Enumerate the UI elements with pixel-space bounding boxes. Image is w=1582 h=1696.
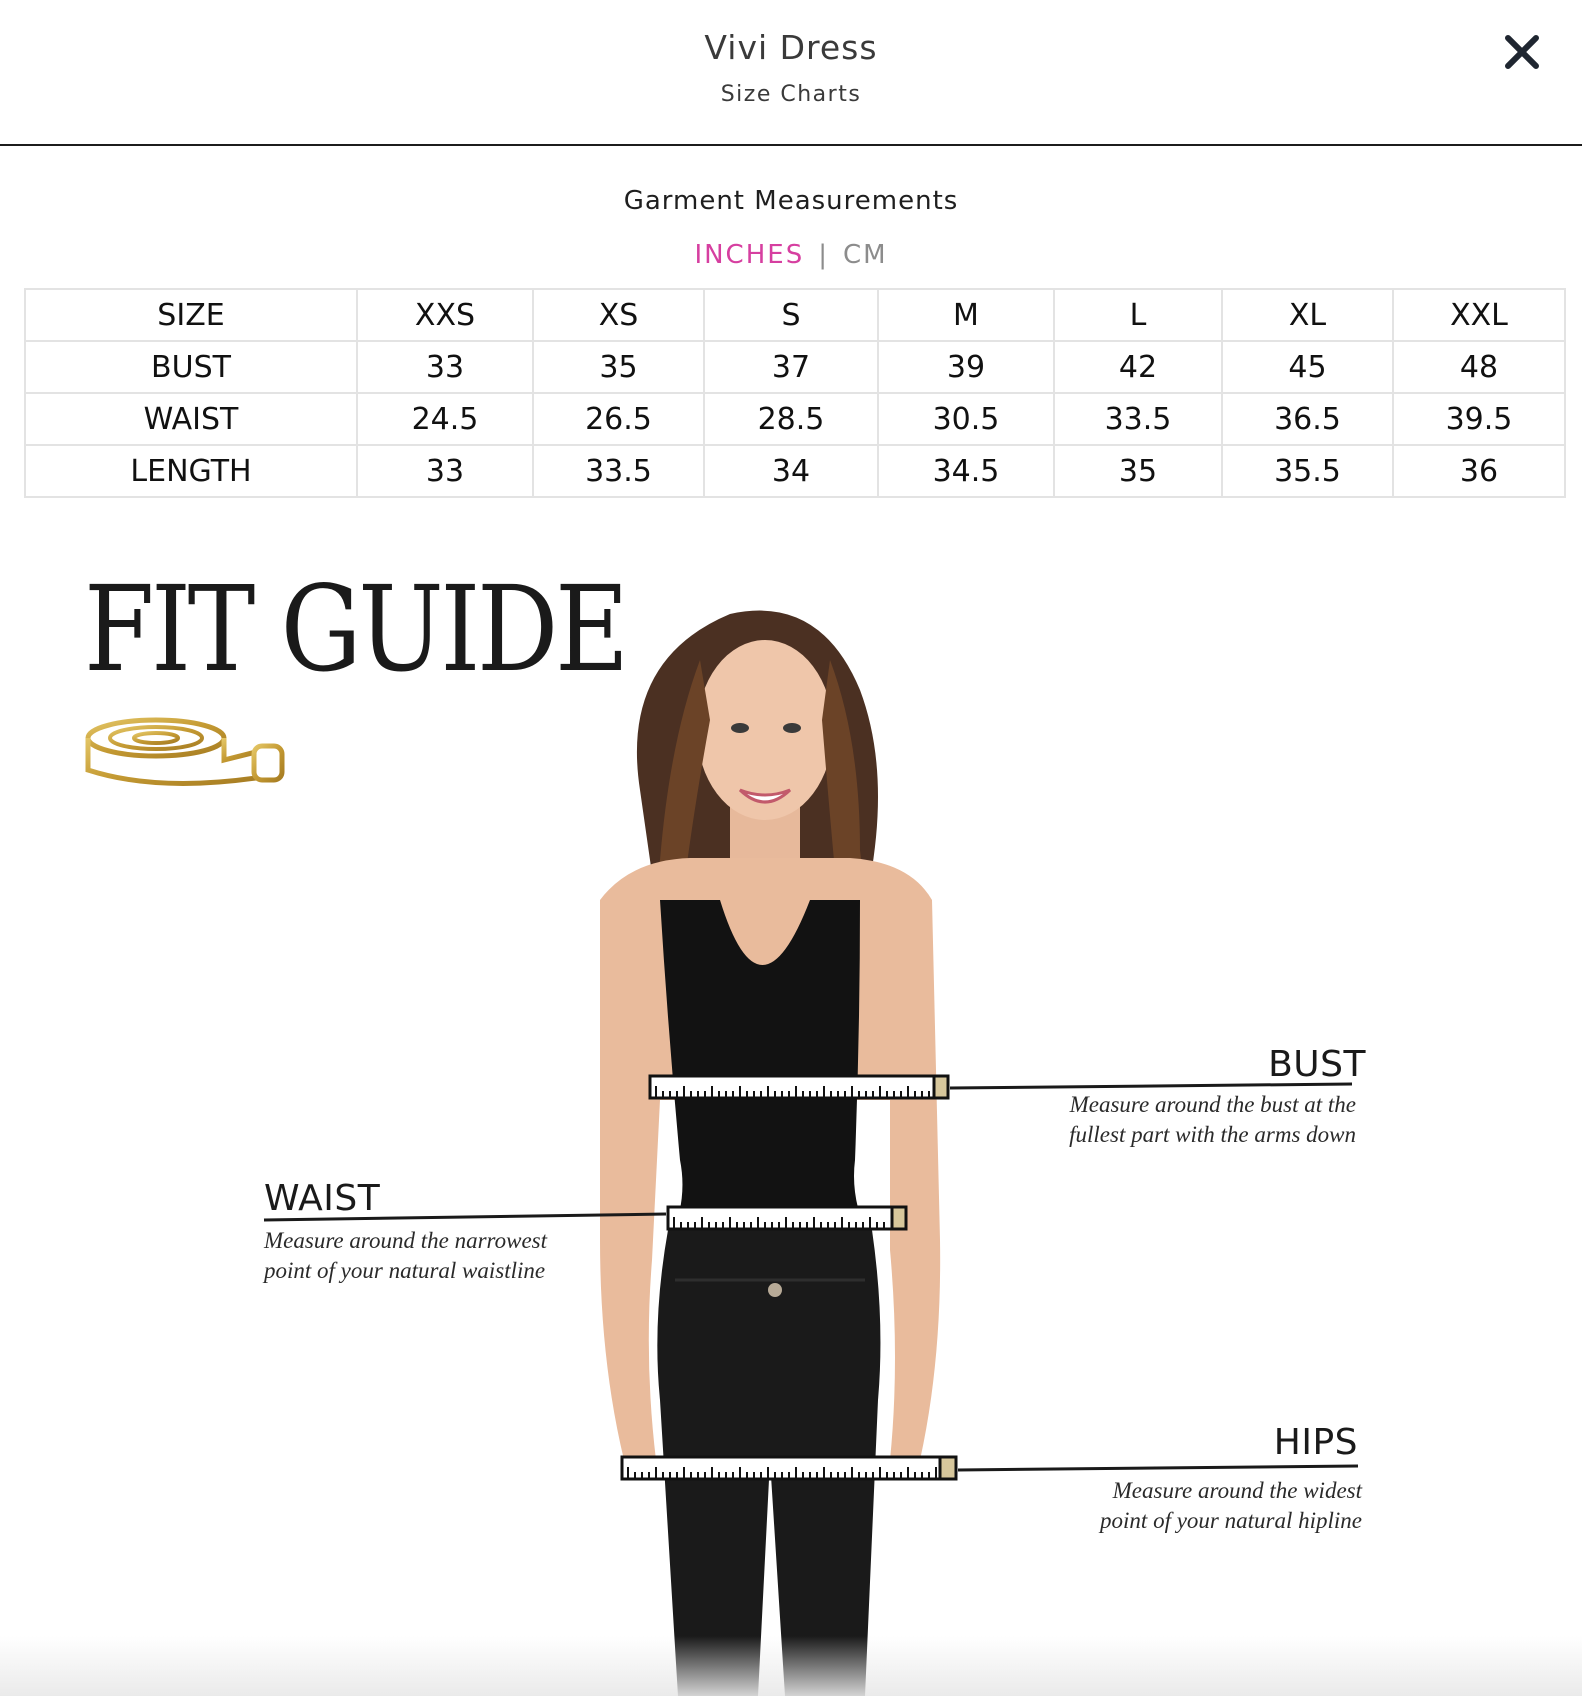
table-cell: 30.5 xyxy=(878,393,1054,445)
table-cell: M xyxy=(878,289,1054,341)
waist-label: WAIST xyxy=(264,1178,381,1219)
table-cell: 45 xyxy=(1222,341,1393,393)
table-cell: 33 xyxy=(357,445,533,497)
table-cell: 48 xyxy=(1393,341,1565,393)
modal-title: Vivi Dress xyxy=(704,28,878,67)
modal-subtitle: Size Charts xyxy=(720,82,862,107)
table-cell: 24.5 xyxy=(357,393,533,445)
table-cell: XL xyxy=(1222,289,1393,341)
table-row-label: SIZE xyxy=(25,289,357,341)
waist-desc-line1: Measure around the narrowest xyxy=(264,1228,548,1253)
table-cell: 39.5 xyxy=(1393,393,1565,445)
waist-description xyxy=(264,1226,547,1286)
table-cell: 36 xyxy=(1393,445,1565,497)
table-cell: 34 xyxy=(704,445,878,497)
table-cell: S xyxy=(704,289,878,341)
hips-desc-line1: Measure around the widest xyxy=(1112,1478,1362,1503)
table-cell: 26.5 xyxy=(533,393,704,445)
table-row-label: WAIST xyxy=(25,393,357,445)
table-cell: XS xyxy=(533,289,704,341)
table-cell: 39 xyxy=(878,341,1054,393)
bottom-fade xyxy=(0,1636,1582,1696)
table-cell: 28.5 xyxy=(704,393,878,445)
fit-guide-title: FIT GUIDE xyxy=(84,560,626,698)
waist-desc-line2: point of your natural waistline xyxy=(264,1258,546,1283)
unit-inches-tab[interactable]: INCHES xyxy=(694,240,805,270)
table-cell: XXL xyxy=(1393,289,1565,341)
table-cell: 33 xyxy=(357,341,533,393)
table-cell: 34.5 xyxy=(878,445,1054,497)
bust-description xyxy=(1069,1090,1356,1150)
table-row-label: LENGTH xyxy=(25,445,357,497)
hips-desc-line2: point of your natural hipline xyxy=(1100,1508,1362,1533)
table-cell: XXS xyxy=(357,289,533,341)
hips-description xyxy=(1100,1476,1362,1536)
measurements-title: Garment Measurements xyxy=(623,186,959,216)
hips-label: HIPS xyxy=(1273,1422,1358,1463)
bust-desc-line2: fullest part with the arms down xyxy=(1069,1122,1356,1147)
table-cell: 37 xyxy=(704,341,878,393)
table-cell: L xyxy=(1054,289,1222,341)
bust-label: BUST xyxy=(1268,1044,1366,1085)
table-cell: 36.5 xyxy=(1222,393,1393,445)
table-cell: 35 xyxy=(1054,445,1222,497)
unit-cm-tab[interactable]: CM xyxy=(842,240,888,270)
table-cell: 42 xyxy=(1054,341,1222,393)
table-row-label: BUST xyxy=(25,341,357,393)
table-cell: 33.5 xyxy=(533,445,704,497)
table-cell: 35.5 xyxy=(1222,445,1393,497)
unit-separator: | xyxy=(818,240,829,270)
table-cell: 33.5 xyxy=(1054,393,1222,445)
table-cell: 35 xyxy=(533,341,704,393)
bust-desc-line1: Measure around the bust at the xyxy=(1069,1092,1356,1117)
